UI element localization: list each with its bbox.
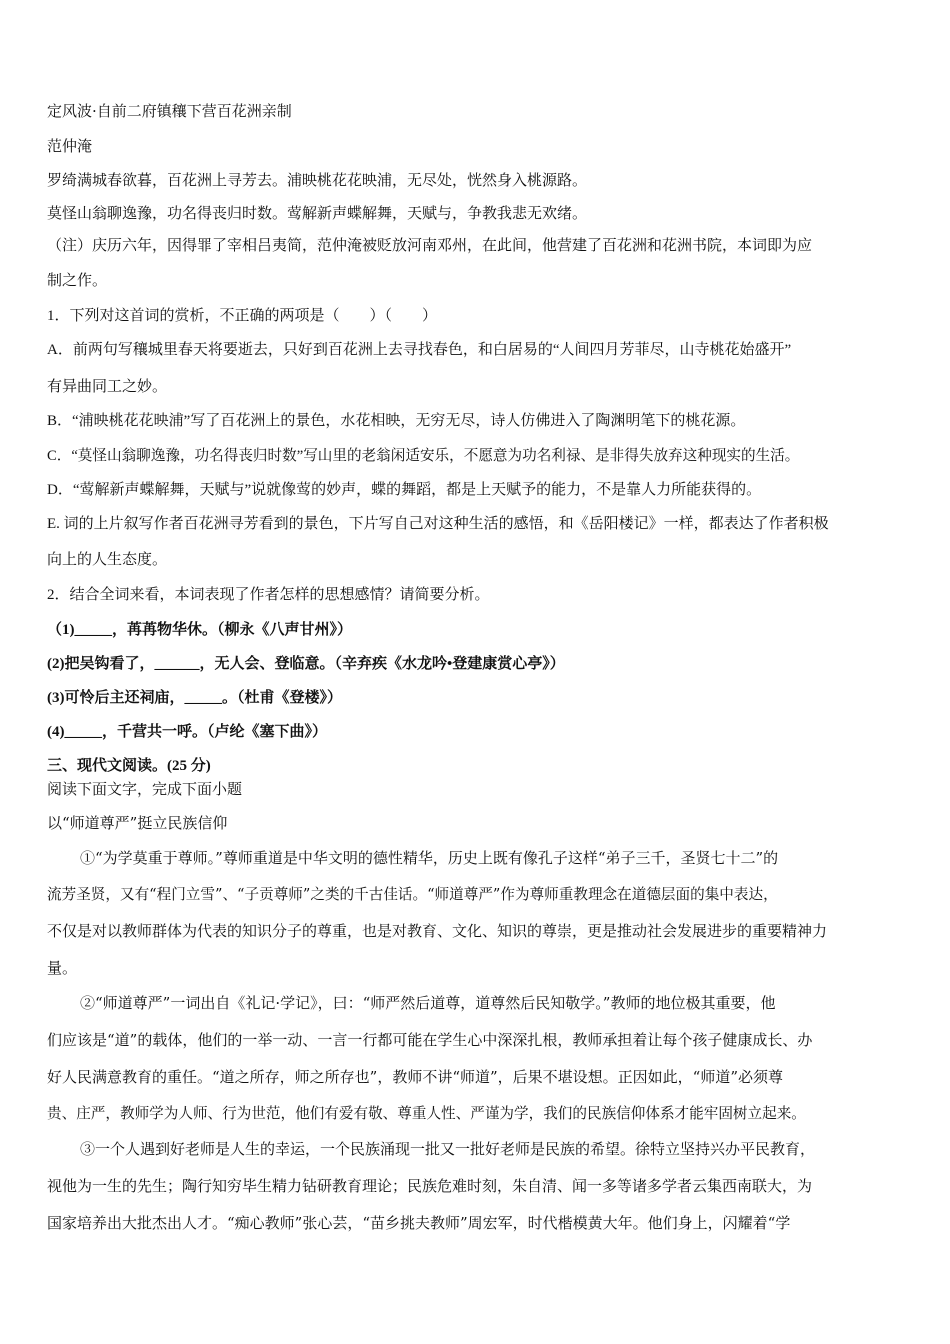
poem-author: 范仲淹 <box>47 137 93 155</box>
fill-blank-4: (4)_____，千营共一呼。（卢纶《塞下曲》） <box>47 724 327 740</box>
section-3-heading: 三、现代文阅读。(25 分) <box>47 758 211 774</box>
option-b: B．“浦映桃花花映浦”写了百花洲上的景色，水花相映，无穷无尽，诗人仿佛进入了陶渊明笔下的桃花源。 <box>47 413 746 429</box>
paragraph-1-line-3: 不仅是对以教师群体为代表的知识分子的尊重，也是对教育、文化、知识的尊崇，更是推动社会发展进步的重要精神力 <box>47 922 828 940</box>
option-c: C．“莫怪山翁聊逸豫，功名得丧归时数”写山里的老翁闲适安乐，不愿意为功名利禄、是非得失放弃这种现实的生活。 <box>47 448 800 464</box>
paragraph-3-line-3: 国家培养出大批杰出人才。“痴心教师”张心芸，“苗乡挑夫教师”周宏军，时代楷模黄大年。他们身上，闪耀着“学 <box>47 1214 791 1232</box>
paragraph-2-line-4: 贵、庄严，教师学为人师、行为世范，他们有爱有敬、尊重人性、严谨为学，我们的民族信仰体系才能牢固树立起来。 <box>47 1105 806 1122</box>
option-a-line-1: A．前两句写穰城里春天将要逝去，只好到百花洲上去寻找春色，和白居易的“人间四月芳菲尽，山寺桃花始盛开” <box>47 342 792 358</box>
section-3-instruction: 阅读下面文字，完成下面小题 <box>47 782 243 798</box>
poem-title: 定风波·自前二府镇穰下营百花洲亲制 <box>47 102 292 120</box>
option-a-line-2: 有异曲同工之妙。 <box>47 379 168 395</box>
paragraph-2-line-1: ②“师道尊严”一词出自《礼记·学记》，曰：“师严然后道尊，道尊然后民知敬学。”教师的地位极其重要，他 <box>80 994 776 1012</box>
paragraph-1-line-1: ①“为学莫重于尊师。”尊师重道是中华文明的德性精华，历史上既有像孔子这样“弟子三千，圣贤七十二”的 <box>80 849 779 867</box>
paragraph-3-line-2: 视他为一生的先生；陶行知穷毕生精力钻研教育理论；民族危难时刻，朱自清、闻一多等诸多学者云集西南联大，为 <box>47 1177 813 1195</box>
poem-line-1: 罗绮满城春欲暮，百花洲上寻芳去。浦映桃花花映浦，无尽处，恍然身入桃源路。 <box>47 171 588 189</box>
paragraph-1-line-4: 量。 <box>47 959 78 977</box>
option-e-line-2: 向上的人生态度。 <box>47 552 168 568</box>
fill-blank-3: (3)可怜后主还祠庙，_____。（杜甫《登楼》） <box>47 690 342 706</box>
question-1-stem: 1．下列对这首词的赏析，不正确的两项是（ ）（ ） <box>47 308 438 324</box>
question-2-stem: 2．结合全词来看，本词表现了作者怎样的思想感情？请简要分析。 <box>47 587 490 603</box>
option-d: D．“莺解新声蝶解舞，天赋与”说就像莺的妙声，蝶的舞蹈，都是上天赋予的能力，不是靠人力所能获得的。 <box>47 482 762 498</box>
article-title: 以“师道尊严”挺立民族信仰 <box>47 814 228 832</box>
poem-note-line-1: （注）庆历六年，因得罪了宰相吕夷简，范仲淹被贬放河南邓州，在此间，他营建了百花洲和花洲书院，本词即为应 <box>47 238 813 254</box>
fill-blank-1: （1)_____，苒苒物华休。（柳永《八声甘州》） <box>47 622 352 638</box>
paragraph-1-line-2: 流芳圣贤，又有“程门立雪”、“子贡尊师”之类的千古佳话。“师道尊严”作为尊师重教理念在道德层面的集中表达， <box>47 886 778 903</box>
fill-blank-2: (2)把吴钩看了，______，无人会、登临意。（辛弃疾《水龙吟•登建康赏心亭》） <box>47 656 565 672</box>
paragraph-3-line-1: ③一个人遇到好老师是人生的幸运，一个民族涌现一批又一批好老师是民族的希望。徐特立坚持兴办平民教育， <box>80 1140 816 1158</box>
paragraph-2-line-2: 们应该是“道”的载体，他们的一举一动、一言一行都可能在学生心中深深扎根，教师承担着让每个孩子健康成长、办 <box>47 1031 813 1049</box>
paragraph-2-line-3: 好人民满意教育的重任。“道之所存，师之所存也”，教师不讲“师道”，后果不堪设想。正因如此，“师道”必须尊 <box>47 1068 784 1086</box>
poem-line-2: 莫怪山翁聊逸豫，功名得丧归时数。莺解新声蝶解舞，天赋与，争教我悲无欢绪。 <box>47 204 588 222</box>
option-e-line-1: E. 词的上片叙写作者百花洲寻芳看到的景色，下片写自己对这种生活的感悟，和《岳阳楼记》一样，都表达了作者积极 <box>47 516 829 532</box>
poem-note-line-2: 制之作。 <box>47 273 108 289</box>
